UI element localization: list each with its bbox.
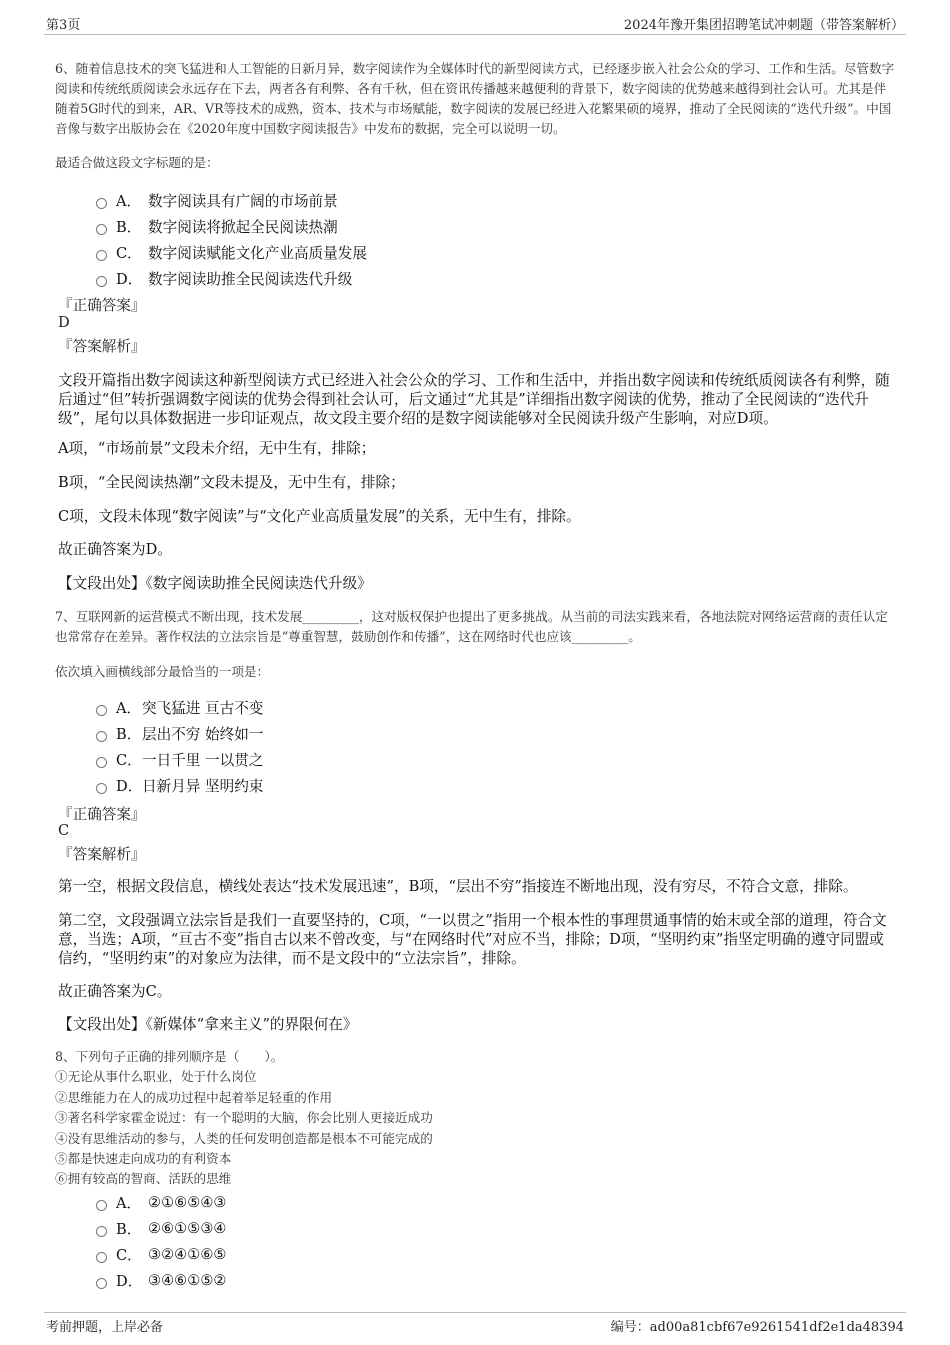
q6-option-a[interactable]: A． 数字阅读具有广阔的市场前景 <box>96 187 367 213</box>
q7-option-a[interactable]: A． 突飞猛进 亘古不变 <box>96 694 263 720</box>
page-footer <box>44 1312 906 1337</box>
q7-source: 【文段出处】《新媒体“拿来主义”的界限何在》 <box>58 1016 358 1033</box>
radio-icon[interactable] <box>96 1278 107 1289</box>
q8-item: ④没有思维活动的参与，人类的任何发明创造都是根本不可能完成的 <box>55 1130 433 1146</box>
q6-analysis-p2: A项，“市场前景”文段未介绍，无中生有，排除； <box>58 440 376 457</box>
q6-stem: 6、随着信息技术的突飞猛进和人工智能的日新月异，数字阅读作为全媒体时代的新型阅读方式，已经逐步嵌入社会公众的学习、工作和生活。尽管数字阅读和传统纸质阅读会永远存在下去，两者各有利弊、各有千秋，但在资讯传播越来越便利的背景下，数字阅读的优势越来越得到社会认可。尤其是伴随着5G时代的到来，AR、VR等技术的成熟，资本、技术与市场赋能，数字阅读的发展已经进入花繁果硕的境界，推动了全民阅读的“迭代升级”。中国音像与数字出版协会在《2020年度中国数字阅读报告》中发布的数据，完全可以说明一切。 <box>55 61 895 136</box>
q7-answer: C <box>58 822 70 839</box>
q8-item: ②思维能力在人的成功过程中起着举足轻重的作用 <box>55 1089 333 1105</box>
q8-item: ⑤都是快速走向成功的有利资本 <box>55 1151 232 1167</box>
page-number: 第3页 <box>46 18 81 33</box>
q8-block <box>55 1047 897 1190</box>
q7-options <box>96 694 263 798</box>
q6-analysis-p1: 文段开篇指出数字阅读这种新型阅读方式已经进入社会公众的学习、工作和生活中，并指出数字阅读和传统纸质阅读各有利弊，随后通过“但”转折强调数字阅读的优势会得到社会认可，后文通过“尤其是”详细指出数字阅读的优势，推动了全民阅读的“迭代升级”，尾句以具体数据进一步印证观点，故文段主要介绍的是数字阅读能够对全民阅读升级产生影响，对应D项。 <box>58 372 890 427</box>
q6-analysis-p3: B项，“全民阅读热潮”文段未提及，无中生有，排除； <box>58 474 405 491</box>
radio-icon[interactable] <box>96 250 107 261</box>
radio-icon[interactable] <box>96 705 107 716</box>
radio-icon[interactable] <box>96 1226 107 1237</box>
q8-item: ③著名科学家霍金说过：有一个聪明的大脑，你会比别人更接近成功 <box>55 1110 433 1126</box>
radio-icon[interactable] <box>96 731 107 742</box>
q8-stem: 8、下列句子正确的排列顺序是（ ）。 <box>55 1049 284 1064</box>
q7-option-d[interactable]: D． 日新月异 坚明约束 <box>96 772 263 798</box>
radio-icon[interactable] <box>96 276 107 287</box>
document-id: 编号：ad00a81cbf67e9261541df2e1da48394 <box>610 1320 904 1335</box>
q7-analysis-p1: 第一空，根据文段信息，横线处表达“技术发展迅速”，B项，“层出不穷”指接连不断地出现，没有穷尽，不符合文意，排除。 <box>58 878 858 895</box>
footer-slogan: 考前押题，上岸必备 <box>46 1320 164 1335</box>
q8-option-a[interactable]: A． ②①⑥⑤④③ <box>96 1189 227 1215</box>
radio-icon[interactable] <box>96 198 107 209</box>
q6-option-d[interactable]: D． 数字阅读助推全民阅读迭代升级 <box>96 265 367 291</box>
q6-option-c[interactable]: C． 数字阅读赋能文化产业高质量发展 <box>96 239 367 265</box>
q8-option-d[interactable]: D． ③④⑥①⑤② <box>96 1267 227 1293</box>
radio-icon[interactable] <box>96 1200 107 1211</box>
radio-icon[interactable] <box>96 783 107 794</box>
q7-prompt: 依次填入画横线部分最恰当的一项是： <box>55 664 270 679</box>
page-header <box>44 12 906 35</box>
q7-analysis-p3: 故正确答案为C。 <box>58 983 172 1000</box>
q8-options <box>96 1189 227 1293</box>
q8-item: ①无论从事什么职业，处于什么岗位 <box>55 1069 257 1085</box>
q7-analysis-p2: 第二空，文段强调立法宗旨是我们一直要坚持的，C项，“一以贯之”指用一个根本性的事理贯通事情的始末或全部的道理，符合文意，当选；A项，“亘古不变”指自古以来不曾改变，与“在网络时代”对应不当，排除；D项，“坚明约束”指坚定明确的遵守同盟或信约，“坚明约束”的对象应为法律，而不是文段中的“立法宗旨”，排除。 <box>58 912 887 967</box>
q6-answer-label: 『正确答案』 <box>58 297 146 314</box>
q7-answer-label: 『正确答案』 <box>58 806 146 823</box>
document-title: 2024年豫开集团招聘笔试冲刺题（带答案解析） <box>623 18 904 33</box>
q6-analysis-p5: 故正确答案为D。 <box>58 541 172 558</box>
q7-option-b[interactable]: B． 层出不穷 始终如一 <box>96 720 263 746</box>
radio-icon[interactable] <box>96 757 107 768</box>
q8-option-c[interactable]: C． ③②④①⑥⑤ <box>96 1241 227 1267</box>
q8-option-b[interactable]: B． ②⑥①⑤③④ <box>96 1215 227 1241</box>
q6-source: 【文段出处】《数字阅读助推全民阅读迭代升级》 <box>58 575 372 592</box>
q7-analysis-label: 『答案解析』 <box>58 846 146 863</box>
q6-analysis-label: 『答案解析』 <box>58 338 146 355</box>
q6-answer: D <box>58 314 70 331</box>
q7-stem: 7、互联网新的运营模式不断出现，技术发展_________，这对版权保护也提出了更多挑战。从当前的司法实践来看，各地法院对网络运营商的责任认定也常常存在差异。著作权法的立法宗旨是“尊重智慧，鼓励创作和传播”，这在网络时代也应该_________。 <box>55 609 888 644</box>
q6-analysis-p4: C项，文段未体现“数字阅读”与“文化产业高质量发展”的关系，无中生有，排除。 <box>58 508 581 525</box>
q7-option-c[interactable]: C． 一日千里 一以贯之 <box>96 746 263 772</box>
q6-options <box>96 187 367 291</box>
q6-option-b[interactable]: B． 数字阅读将掀起全民阅读热潮 <box>96 213 367 239</box>
radio-icon[interactable] <box>96 224 107 235</box>
q6-prompt: 最适合做这段文字标题的是： <box>55 155 219 170</box>
q8-item: ⑥拥有较高的智商、活跃的思维 <box>55 1171 232 1187</box>
radio-icon[interactable] <box>96 1252 107 1263</box>
